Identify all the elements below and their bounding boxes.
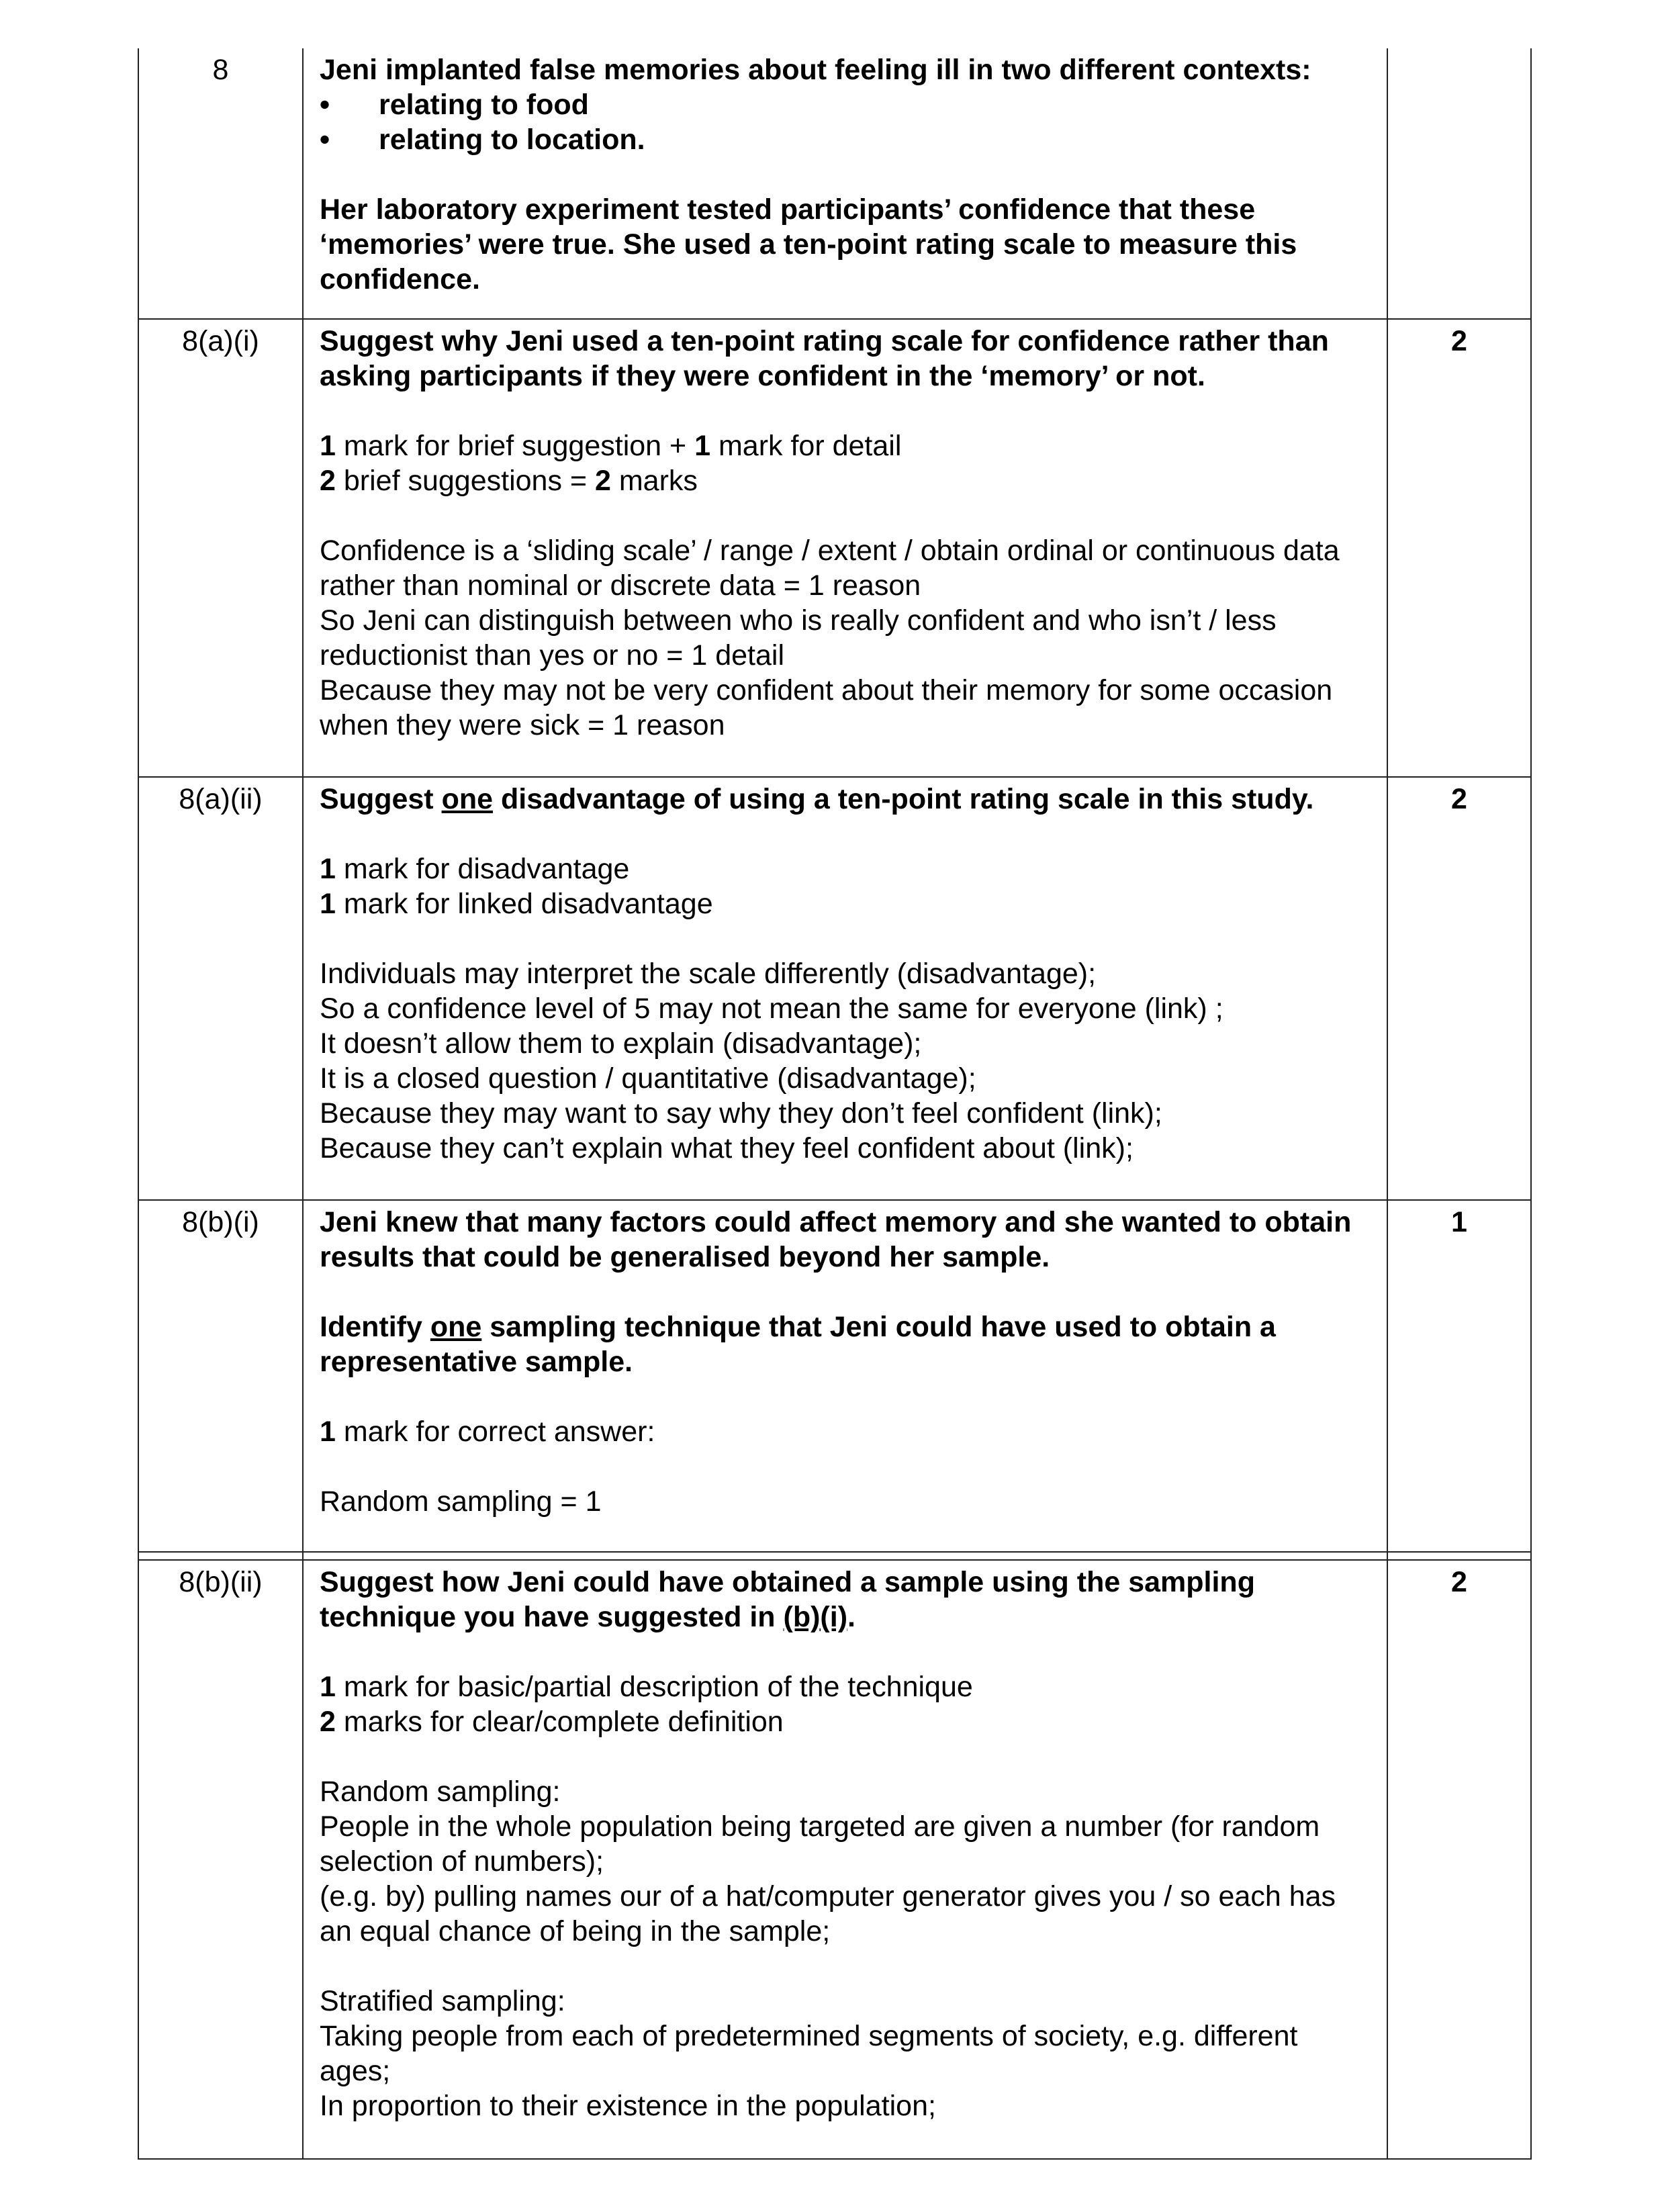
answer-line: It doesn’t allow them to explain (disadvantage); bbox=[320, 1027, 922, 1060]
scheme-line: 1 mark for disadvantage bbox=[320, 853, 630, 885]
scheme-line: 2 brief suggestions = 2 marks bbox=[320, 465, 698, 497]
question-number: 8(b)(i) bbox=[139, 1201, 304, 1551]
answer-line: (e.g. by) pulling names our of a hat/computer generator gives you / so each has an equal chance of being in the sample; bbox=[320, 1880, 1336, 1947]
question-text: Jeni knew that many factors could affect memory and she wanted to obtain results that could be generalised beyond her sample. bbox=[320, 1206, 1352, 1273]
answer-line: Because they may want to say why they don’t feel confident (link); bbox=[320, 1097, 1162, 1130]
answer-line: Random sampling = 1 bbox=[320, 1485, 602, 1518]
question-cell bbox=[304, 1201, 1388, 1551]
question-text: Suggest one disadvantage of using a ten-point rating scale in this study. bbox=[320, 783, 1314, 815]
answer-line: It is a closed question / quantitative (disadvantage); bbox=[320, 1062, 976, 1095]
context-list bbox=[320, 87, 1371, 157]
table-split-divider bbox=[139, 1551, 1530, 1561]
question-number: 8 bbox=[139, 48, 304, 318]
marks-cell bbox=[1388, 48, 1530, 318]
question-number: 8(a)(ii) bbox=[139, 778, 304, 1199]
scheme-line: 1 mark for correct answer: bbox=[320, 1416, 655, 1448]
table-row bbox=[139, 48, 1530, 320]
marks-cell: 2 bbox=[1451, 1566, 1467, 1598]
question-text: Suggest why Jeni used a ten-point rating scale for confidence rather than asking participants if they were confident in the ‘memory’ or not. bbox=[320, 325, 1329, 392]
answer-line: Because they may not be very confident about their memory for some occasion when they were sick = 1 reason bbox=[320, 674, 1333, 741]
question-text: Her laboratory experiment tested participants’ confidence that these ‘memories’ were true. She used a ten-point rating scale to measure this confidence. bbox=[320, 193, 1297, 295]
question-number: 8(b)(ii) bbox=[139, 1561, 304, 2158]
mark-scheme-table bbox=[138, 48, 1532, 2160]
marks-cell: 2 bbox=[1451, 783, 1467, 815]
answer-line: So a confidence level of 5 may not mean the same for everyone (link) ; bbox=[320, 993, 1223, 1025]
table-row bbox=[139, 1201, 1530, 1551]
question-cell bbox=[304, 48, 1388, 318]
scheme-line: 1 mark for linked disadvantage bbox=[320, 888, 713, 920]
scheme-line: 2 marks for clear/complete definition bbox=[320, 1706, 784, 1738]
table-row bbox=[139, 1561, 1530, 2160]
question-cell bbox=[304, 778, 1388, 1199]
scheme-line: 1 mark for basic/partial description of the technique bbox=[320, 1671, 973, 1703]
scheme-line: 1 mark for brief suggestion + 1 mark for detail bbox=[320, 430, 902, 462]
answer-line: Because they can’t explain what they feel confident about (link); bbox=[320, 1132, 1133, 1164]
question-text: Identify one sampling technique that Jeni could have used to obtain a representative sample. bbox=[320, 1311, 1276, 1378]
answer-line: Confidence is a ‘sliding scale’ / range / extent / obtain ordinal or continuous data rather than nominal or discrete data = 1 reason bbox=[320, 535, 1340, 602]
answer-line: Taking people from each of predetermined segments of society, e.g. different ages; bbox=[320, 2020, 1298, 2087]
answer-line: So Jeni can distinguish between who is really confident and who isn’t / less reductionist than yes or no = 1 detail bbox=[320, 604, 1277, 672]
answer-heading: Stratified sampling: bbox=[320, 1985, 565, 2017]
answer-line: People in the whole population being targeted are given a number (for random selection of numbers); bbox=[320, 1810, 1320, 1878]
question-cell bbox=[304, 1561, 1388, 2158]
answer-heading: Random sampling: bbox=[320, 1776, 561, 1808]
list-item: • relating to food bbox=[320, 87, 1371, 122]
table-row bbox=[139, 320, 1530, 778]
marks-cell: 2 bbox=[1451, 325, 1467, 357]
marks-cell: 1 bbox=[1451, 1206, 1467, 1238]
answer-line: Individuals may interpret the scale differently (disadvantage); bbox=[320, 958, 1097, 990]
table-row bbox=[139, 778, 1530, 1201]
question-cell bbox=[304, 320, 1388, 776]
question-text: Suggest how Jeni could have obtained a sample using the sampling technique you have suggested in (b)(i). bbox=[320, 1566, 1255, 1633]
question-number: 8(a)(i) bbox=[139, 320, 304, 776]
list-item: • relating to location. bbox=[320, 122, 1371, 157]
question-intro: Jeni implanted false memories about feeling ill in two different contexts: bbox=[320, 54, 1311, 86]
answer-line: In proportion to their existence in the population; bbox=[320, 2090, 936, 2122]
